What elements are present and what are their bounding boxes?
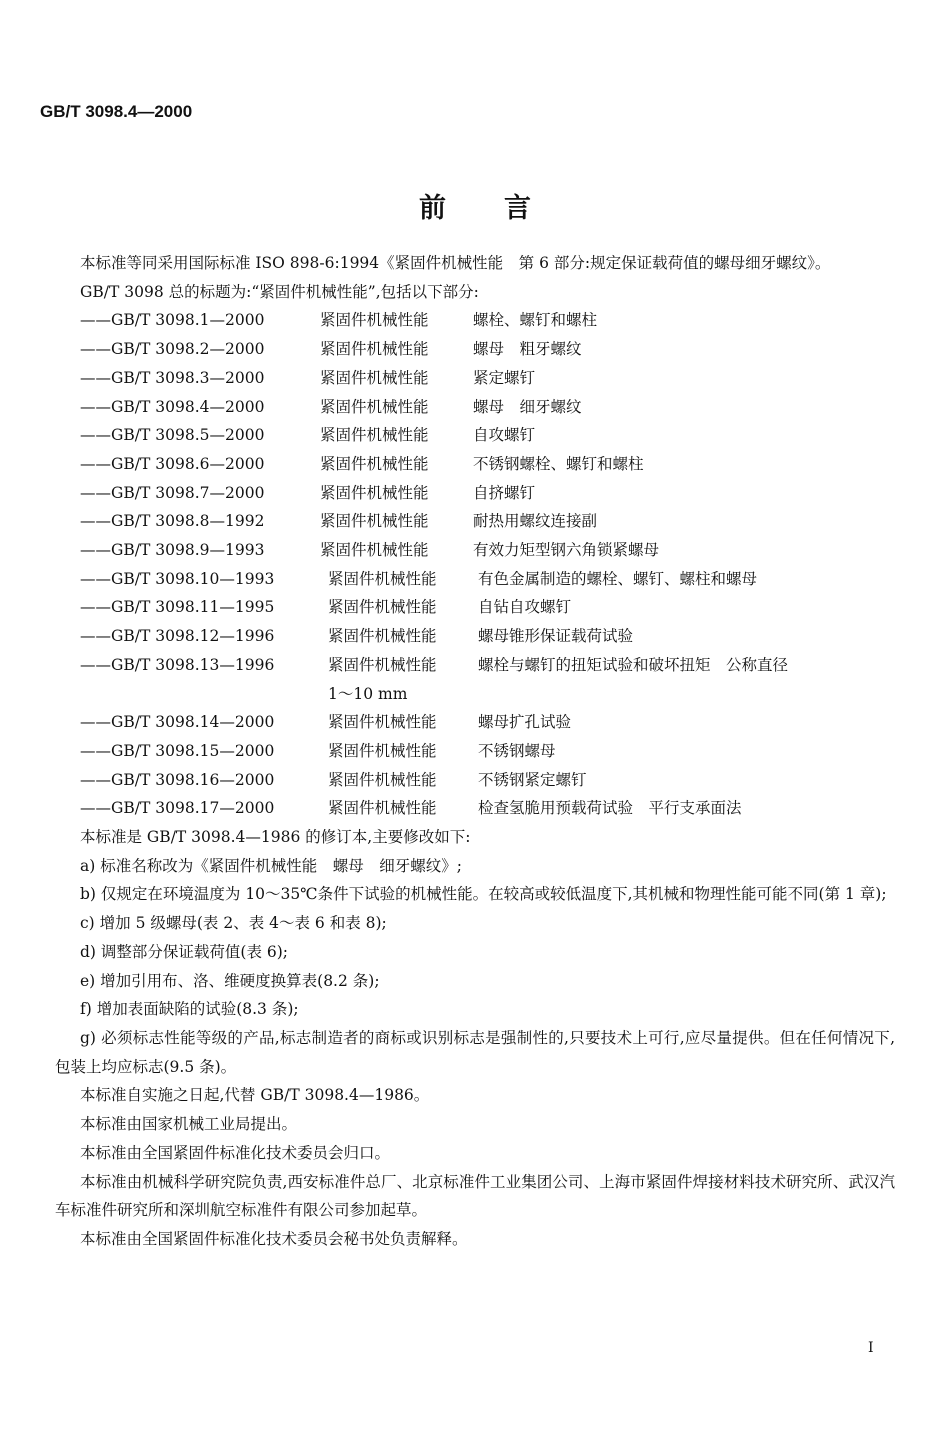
revision-notes bbox=[55, 823, 895, 1254]
part-list-item bbox=[55, 565, 895, 594]
part-code: ——GB/T 3098.4—2000 bbox=[80, 397, 265, 416]
part-series: 紧固件机械性能 bbox=[320, 397, 429, 416]
page-number: I bbox=[868, 1340, 874, 1356]
part-series: 紧固件机械性能 bbox=[320, 454, 429, 473]
paragraph: 本标准由全国紧固件标准化技术委员会秘书处负责解释。 bbox=[80, 1229, 468, 1248]
part-subject: 螺栓与螺钉的扭矩试验和破坏扭矩 公称直径 bbox=[478, 655, 789, 674]
part-list-item bbox=[55, 335, 895, 364]
part-series: 紧固件机械性能 bbox=[320, 340, 429, 359]
part-code: ——GB/T 3098.13—1996 bbox=[80, 655, 275, 674]
part-code: ——GB/T 3098.11—1995 bbox=[80, 598, 275, 617]
paragraph: 本标准由机械科学研究院负责,西安标准件总厂、北京标准件工业集团公司、上海市紧固件焊接材料技术研究所、武汉汽车标准件研究所和深圳航空标准件有限公司参加起草。 bbox=[55, 1172, 895, 1220]
part-subject: 自钻自攻螺钉 bbox=[478, 598, 572, 617]
part-subject: 有效力矩型钢六角锁紧螺母 bbox=[473, 541, 660, 560]
paragraph: e) 增加引用布、洛、维硬度换算表(8.2 条); bbox=[80, 971, 380, 990]
paragraph: 本标准由全国紧固件标准化技术委员会归口。 bbox=[80, 1143, 391, 1162]
part-subject: 螺母 粗牙螺纹 bbox=[473, 340, 582, 359]
part-code: ——GB/T 3098.3—2000 bbox=[80, 368, 265, 387]
part-subject: 紧定螺钉 bbox=[473, 368, 536, 387]
part-code: ——GB/T 3098.15—2000 bbox=[80, 741, 275, 760]
part-subject: 不锈钢螺栓、螺钉和螺柱 bbox=[473, 454, 644, 473]
paragraph: b) 仅规定在环境温度为 10～35℃条件下试验的机械性能。在较高或较低温度下,其机械和物理性能可能不同(第 1 章); bbox=[80, 885, 887, 904]
paragraph: 本标准是 GB/T 3098.4—1986 的修订本,主要修改如下: bbox=[80, 828, 471, 847]
part-code: ——GB/T 3098.2—2000 bbox=[80, 340, 265, 359]
part-subject: 检查氢脆用预载荷试验 平行支承面法 bbox=[478, 799, 742, 818]
part-list-item bbox=[55, 651, 895, 680]
part-subject: 自攻螺钉 bbox=[473, 426, 536, 445]
part-series: 紧固件机械性能 bbox=[320, 368, 429, 387]
part-list-item bbox=[55, 393, 895, 422]
part-code: ——GB/T 3098.5—2000 bbox=[80, 426, 265, 445]
part-list-item bbox=[55, 708, 895, 737]
part-subject: 有色金属制造的螺栓、螺钉、螺柱和螺母 bbox=[478, 569, 758, 588]
part-series: 紧固件机械性能 bbox=[328, 713, 437, 732]
part-series: 紧固件机械性能 bbox=[328, 627, 437, 646]
paragraph: d) 调整部分保证载荷值(表 6); bbox=[80, 942, 289, 961]
paragraph: f) 增加表面缺陷的试验(8.3 条); bbox=[80, 1000, 299, 1019]
paragraph: a) 标准名称改为《紧固件机械性能 螺母 细牙螺纹》; bbox=[80, 856, 462, 875]
part-list-item bbox=[55, 794, 895, 823]
part-series: 紧固件机械性能 bbox=[328, 569, 437, 588]
part-subject: 不锈钢螺母 bbox=[478, 741, 556, 760]
part-subject: 螺母扩孔试验 bbox=[478, 713, 572, 732]
part-list-item bbox=[55, 421, 895, 450]
part-list-item bbox=[55, 737, 895, 766]
part-code: ——GB/T 3098.6—2000 bbox=[80, 454, 265, 473]
part-subject: 螺母锥形保证载荷试验 bbox=[478, 627, 634, 646]
part-series: 紧固件机械性能 bbox=[328, 799, 437, 818]
standard-number-header: GB/T 3098.4—2000 bbox=[40, 102, 193, 121]
part-list-item bbox=[55, 536, 895, 565]
part-series: 紧固件机械性能 bbox=[328, 598, 437, 617]
part-list-item bbox=[55, 479, 895, 508]
part-list-item bbox=[55, 364, 895, 393]
part-list-item bbox=[55, 766, 895, 795]
part-series: 紧固件机械性能 bbox=[320, 311, 429, 330]
part-code: ——GB/T 3098.17—2000 bbox=[80, 799, 275, 818]
part-code: ——GB/T 3098.12—1996 bbox=[80, 627, 275, 646]
paragraph: g) 必须标志性能等级的产品,标志制造者的商标或识别标志是强制性的,只要技术上可行,应尽量提供。但在任何情况下,包装上均应标志(9.5 条)。 bbox=[55, 1028, 895, 1076]
parts-list bbox=[55, 306, 895, 823]
part-code: ——GB/T 3098.1—2000 bbox=[80, 311, 265, 330]
part-code: ——GB/T 3098.8—1992 bbox=[80, 512, 265, 531]
part-subject-continuation: 1～10 mm bbox=[328, 684, 408, 703]
paragraph: 本标准自实施之日起,代替 GB/T 3098.4—1986。 bbox=[80, 1086, 430, 1105]
page-title: 前言 bbox=[419, 193, 589, 224]
part-series: 紧固件机械性能 bbox=[320, 541, 429, 560]
part-series: 紧固件机械性能 bbox=[320, 426, 429, 445]
document-body bbox=[55, 249, 895, 1254]
part-code: ——GB/T 3098.7—2000 bbox=[80, 483, 265, 502]
part-subject: 耐热用螺纹连接副 bbox=[473, 512, 598, 531]
paragraph: 本标准由国家机械工业局提出。 bbox=[80, 1115, 298, 1134]
part-list-item bbox=[55, 450, 895, 479]
part-list-item bbox=[55, 507, 895, 536]
part-subject: 螺栓、螺钉和螺柱 bbox=[473, 311, 598, 330]
part-code: ——GB/T 3098.9—1993 bbox=[80, 541, 265, 560]
part-code: ——GB/T 3098.14—2000 bbox=[80, 713, 275, 732]
part-series: 紧固件机械性能 bbox=[328, 741, 437, 760]
intro-paragraph: GB/T 3098 总的标题为:“紧固件机械性能”,包括以下部分: bbox=[80, 282, 479, 301]
part-list-item bbox=[55, 593, 895, 622]
intro-paragraph: 本标准等同采用国际标准 ISO 898-6:1994《紧固件机械性能 第 6 部分:规定保证载荷值的螺母细牙螺纹》。 bbox=[80, 254, 831, 272]
part-series: 紧固件机械性能 bbox=[320, 512, 429, 531]
part-series: 紧固件机械性能 bbox=[328, 655, 437, 674]
part-series: 紧固件机械性能 bbox=[320, 483, 429, 502]
part-code: ——GB/T 3098.16—2000 bbox=[80, 770, 275, 789]
part-subject: 螺母 细牙螺纹 bbox=[473, 397, 582, 416]
part-subject: 自挤螺钉 bbox=[473, 483, 536, 502]
part-code: ——GB/T 3098.10—1993 bbox=[80, 569, 275, 588]
part-subject: 不锈钢紧定螺钉 bbox=[478, 770, 587, 789]
part-list-item bbox=[55, 622, 895, 651]
part-series: 紧固件机械性能 bbox=[328, 770, 437, 789]
paragraph: c) 增加 5 级螺母(表 2、表 4～表 6 和表 8); bbox=[80, 914, 387, 933]
part-list-item bbox=[55, 306, 895, 335]
